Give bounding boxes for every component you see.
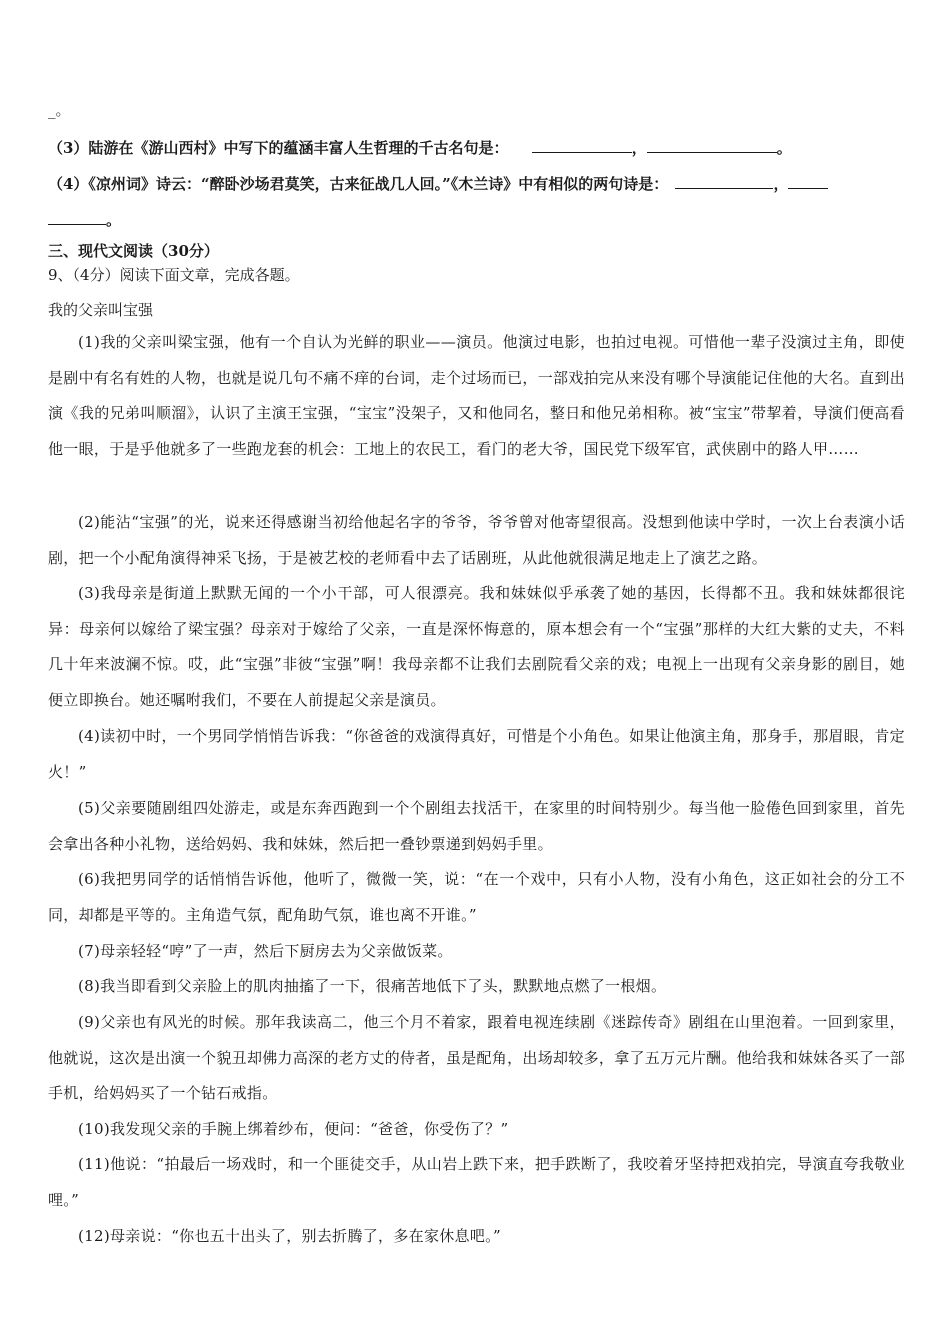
paragraph-text: (6)我把男同学的话悄悄告诉他，他听了，微微一笑，说：“在一个戏中，只有小人物，没有小角色，这正如社会的分工不同，却都是平等的。主角造气氛，配角助气氛，谁也离不开谁。”: [48, 870, 905, 924]
paragraph-text: (2)能沾“宝强”的光，说来还得感谢当初给他起名字的爷爷，爷爷曾对他寄望很高。没想到他读中学时，一次上台表演小话剧，把一个小配角演得神采飞扬，于是被艺校的老师看中去了话剧班，从此他就很满足地走上了演艺之路。: [48, 513, 905, 567]
paragraph-text: (3)我母亲是街道上默默无闻的一个小干部，可人很漂亮。我和妹妹似乎承袭了她的基因，长得都不丑。我和妹妹都很诧异：母亲何以嫁给了梁宝强？母亲对于嫁给了父亲，一直是深怀悔意的，原本想会有一个“宝强”那样的大红大紫的丈夫，不料几十年来波澜不惊。哎，此“宝强”非彼“宝强”啊！我母亲都不让我们去剧院看父亲的戏；电视上一出现有父亲身影的剧目，她便立即换台。她还嘱咐我们，不要在人前提起父亲是演员。: [48, 584, 905, 709]
question-4-text: （4）《凉州词》诗云：“醉卧沙场君莫笑，古来征战几人回。”《木兰诗》中有相似的两句诗是：: [48, 175, 669, 193]
paragraph-text: (5)父亲要随剧组四处游走，或是东奔西跑到一个个剧组去找活干，在家里的时间特别少。每当他一脸倦色回到家里，首先会拿出各种小礼物，送给妈妈、我和妹妹，然后把一叠钞票递到妈妈手里。: [48, 799, 905, 853]
answer-blank[interactable]: [532, 138, 632, 153]
question-end: 。: [106, 211, 122, 229]
paragraph-text: (12)母亲说：“你也五十出头了，别去折腾了，多在家休息吧。”: [78, 1227, 501, 1245]
answer-blank[interactable]: [48, 210, 106, 225]
paragraph-text: (1)我的父亲叫梁宝强，他有一个自认为光鲜的职业——演员。他演过电影，也拍过电视。可惜他一辈子没演过主角，即使是剧中有名有姓的人物，也就是说几句不痛不痒的台词，走个过场而已，一部戏拍完从来没有哪个导演能记住他的大名。直到出演《我的兄弟叫顺溜》，认识了主演王宝强，“宝宝”没架子，又和他同名，整日和他兄弟相称。被“宝宝”带挈着，导演们便高看他一眼，于是乎他就多了一些跑龙套的机会：工地上的农民工，看门的老大爷，国民党下级军官，武侠剧中的路人甲……: [48, 333, 905, 458]
article-paragraph: [48, 934, 905, 970]
article-paragraph: [48, 791, 905, 862]
paragraph-text: (11)他说：“拍最后一场戏时，和一个匪徒交手，从山岩上跌下来，把手跌断了，我咬着牙坚持把戏拍完，导演直夸我敬业哩。”: [48, 1155, 905, 1209]
article-paragraph: [48, 1112, 905, 1148]
article-paragraph: [48, 719, 905, 790]
paragraph-text: (8)我当即看到父亲脸上的肌肉抽搐了一下，很痛苦地低下了头，默默地点燃了一根烟。: [78, 977, 667, 995]
article-paragraph: [48, 1147, 905, 1218]
article-paragraph: [48, 969, 905, 1005]
question-9-intro: 9、（4分）阅读下面文章，完成各题。: [48, 266, 300, 284]
paragraph-text: (4)读初中时，一个男同学悄悄告诉我：“你爸爸的戏演得真好，可惜是个小角色。如果让他演主角，那身手，那眉眼，肯定火！”: [48, 727, 905, 781]
blank-separator: ，: [773, 175, 789, 193]
article-paragraph: [48, 576, 905, 718]
question-4: [48, 174, 828, 194]
article-paragraph: [48, 862, 905, 933]
question-end: 。: [776, 139, 792, 157]
question-4-continuation: [48, 210, 121, 230]
paragraph-text: (7)母亲轻轻“哼”了一声，然后下厨房去为父亲做饭菜。: [78, 942, 453, 960]
article-paragraph: [48, 1005, 905, 1112]
question-3-text: （3）陆游在《游山西村》中写下的蕴涵丰富人生哲理的千古名句是：: [48, 139, 509, 157]
article-paragraph: [48, 505, 905, 576]
question-3: [48, 138, 792, 158]
article-paragraph: [48, 1219, 905, 1255]
top-fragment: _。: [48, 101, 71, 119]
paragraph-text: (10)我发现父亲的手腕上绑着纱布，便问：“爸爸，你受伤了？”: [78, 1120, 509, 1138]
article-paragraph: [48, 325, 905, 467]
answer-blank[interactable]: [788, 174, 828, 189]
answer-blank[interactable]: [675, 174, 773, 189]
blank-separator: ，: [631, 139, 647, 157]
paragraph-text: (9)父亲也有风光的时候。那年我读高二，他三个月不着家，跟着电视连续剧《迷踪传奇》剧组在山里泡着。一回到家里，他就说，这次是出演一个貌丑却佛力高深的老方丈的侍者，虽是配角，出场却较多，拿了五万元片酬。他给我和妹妹各买了一部手机，给妈妈买了一个钻石戒指。: [48, 1013, 905, 1103]
answer-blank[interactable]: [647, 138, 777, 153]
section-heading: 三、现代文阅读（30分）: [48, 242, 219, 260]
article-title: 我的父亲叫宝强: [48, 301, 154, 319]
